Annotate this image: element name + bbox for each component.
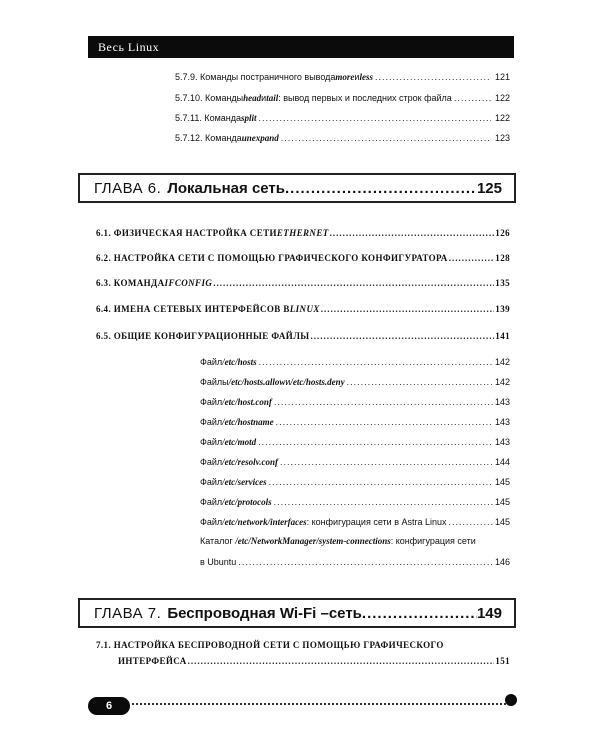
toc-file-entry — [200, 437, 510, 447]
entry-text: и — [261, 93, 267, 103]
file-path: /etc/hostname — [222, 417, 274, 427]
page-ref: 142 — [494, 377, 510, 387]
entry-text: 5.7.12. Команда — [175, 133, 242, 143]
toc-section — [96, 331, 510, 341]
toc-file-entry — [200, 497, 510, 507]
entry-text: Файл — [200, 417, 223, 427]
chapter-title: Беспроводная Wi-Fi –сеть — [167, 604, 362, 622]
command-name: less — [359, 72, 373, 82]
footer-dotted-rule — [132, 703, 506, 705]
toc-file-entry — [200, 477, 510, 487]
leader-dots — [274, 397, 493, 407]
entry-text: : вывод первых и последних строк файла — [278, 93, 452, 103]
entry-text: Файл — [200, 357, 223, 367]
entry-text: и — [285, 377, 291, 387]
leader-dots — [449, 253, 495, 263]
entry-text: Файл — [200, 457, 223, 467]
page-ref: 146 — [494, 557, 510, 567]
toc-section — [96, 304, 510, 314]
leader-dots — [347, 377, 493, 387]
toc-section — [96, 253, 510, 263]
leader-dots — [258, 437, 493, 447]
file-path: /etc/host.conf — [222, 397, 272, 407]
page-ref: 125 — [476, 179, 502, 197]
toc-section — [96, 278, 510, 288]
section-text: 7.1. НАСТРОЙКА БЕСПРОВОДНОЙ СЕТИ С ПОМОЩЬЮ ГРАФИЧЕСКОГО — [96, 640, 444, 650]
toc-file-entry — [200, 517, 510, 527]
leader-dots — [188, 656, 495, 666]
toc-section-line2 — [118, 656, 510, 666]
section-term: LINUX — [289, 304, 320, 314]
leader-dots — [311, 331, 495, 341]
section-text: 6.3. КОМАНДА — [96, 278, 165, 288]
leader-dots — [285, 180, 477, 197]
entry-text: Файл — [200, 437, 223, 447]
toc-section-line1 — [96, 640, 510, 650]
leader-dots — [280, 457, 493, 467]
toc-entry — [175, 72, 510, 82]
page-number: 6 — [105, 700, 113, 712]
leader-dots — [213, 278, 494, 288]
page-ref: 144 — [494, 457, 510, 467]
entry-text: Файл — [200, 397, 223, 407]
toc-section — [96, 228, 510, 238]
entry-text: Файл — [200, 517, 223, 527]
entry-text: : конфигурация сети — [390, 536, 476, 546]
page-ref: 143 — [494, 437, 510, 447]
file-path: /etc/network/interfaces — [222, 517, 307, 527]
toc-entry — [175, 113, 510, 123]
entry-text: в Ubuntu — [200, 557, 237, 567]
leader-dots — [274, 497, 493, 507]
chapter-label: ГЛАВА 7. — [94, 604, 162, 622]
page-number-badge — [88, 697, 130, 715]
running-header — [88, 36, 514, 58]
file-path: /etc/NetworkManager/system-connections — [235, 536, 391, 546]
toc-file-entry — [200, 397, 510, 407]
entry-text: 5.7.11. Команда — [175, 113, 242, 123]
page-ref: 121 — [494, 72, 510, 82]
chapter-label: ГЛАВА 6. — [94, 179, 162, 197]
page-ref: 142 — [494, 357, 510, 367]
page-ref: 145 — [494, 517, 510, 527]
page-ref: 145 — [494, 477, 510, 487]
entry-text: 5.7.9. Команды постраничного вывода — [175, 72, 336, 82]
entry-text: Каталог — [200, 536, 236, 546]
leader-dots — [449, 517, 493, 527]
command-name: split — [241, 113, 257, 123]
section-text: 6.1. ФИЗИЧЕСКАЯ НАСТРОЙКА СЕТИ — [96, 228, 277, 238]
leader-dots — [330, 228, 495, 238]
toc-file-entry — [200, 377, 510, 387]
entry-text: Файлы — [200, 377, 229, 387]
section-text: ИНТЕРФЕЙСА — [118, 656, 187, 666]
section-text: 6.5. ОБЩИЕ КОНФИГУРАЦИОННЫЕ ФАЙЛЫ — [96, 331, 310, 341]
chapter-heading — [78, 598, 516, 628]
page-ref: 143 — [494, 397, 510, 407]
entry-text: Файл — [200, 477, 223, 487]
file-path: /etc/hosts.deny — [290, 377, 345, 387]
toc-file-entry — [200, 457, 510, 467]
toc-entry — [175, 133, 510, 143]
page-ref: 151 — [495, 656, 510, 666]
file-path: /etc/hosts.allow — [228, 377, 286, 387]
section-text: 6.4. ИМЕНА СЕТЕВЫХ ИНТЕРФЕЙСОВ В — [96, 304, 290, 314]
toc-entry — [175, 93, 510, 103]
chapter-heading — [78, 173, 516, 203]
toc-file-entry — [200, 357, 510, 367]
file-path: /etc/motd — [222, 437, 257, 447]
toc-catalog-entry-line2 — [200, 557, 510, 567]
leader-dots — [362, 605, 477, 622]
entry-text: и — [354, 72, 360, 82]
command-name: tail — [266, 93, 279, 103]
page-ref: 149 — [476, 604, 502, 622]
command-name: head — [243, 93, 262, 103]
toc-file-entry — [200, 417, 510, 427]
page-ref: 143 — [494, 417, 510, 427]
file-path: /etc/services — [222, 477, 267, 487]
chapter-title: Локальная сеть — [167, 179, 285, 197]
leader-dots — [454, 93, 491, 103]
file-path: /etc/hosts — [222, 357, 257, 367]
leader-dots — [281, 133, 491, 143]
page-ref: 141 — [495, 331, 510, 341]
file-path: /etc/protocols — [222, 497, 272, 507]
book-title: Весь Linux — [98, 39, 160, 54]
page-ref: 123 — [494, 133, 510, 143]
leader-dots — [321, 304, 495, 314]
leader-dots — [259, 113, 491, 123]
page-ref: 135 — [495, 278, 510, 288]
file-path: /etc/resolv.conf — [222, 457, 279, 467]
page-ref: 128 — [495, 253, 510, 263]
section-text: 6.2. НАСТРОЙКА СЕТИ С ПОМОЩЬЮ ГРАФИЧЕСКОГО КОНФИГУРАТОРА — [96, 253, 448, 263]
page-ref: 122 — [494, 93, 510, 103]
entry-text: 5.7.10. Команды — [175, 93, 244, 103]
leader-dots — [259, 357, 493, 367]
leader-dots — [375, 72, 491, 82]
command-name: more — [335, 72, 355, 82]
leader-dots — [269, 477, 493, 487]
page-ref: 122 — [494, 113, 510, 123]
leader-dots — [276, 417, 493, 427]
entry-text: Файл — [200, 497, 223, 507]
command-name: unexpand — [241, 133, 279, 143]
page-ref: 126 — [495, 228, 510, 238]
page-ref: 145 — [494, 497, 510, 507]
footer-bullet — [505, 694, 517, 706]
section-term: ETHERNET — [276, 228, 329, 238]
toc-catalog-entry-line1 — [200, 536, 510, 546]
section-term: IFCONFIG — [164, 278, 213, 288]
entry-text: : конфигурация сети в Astra Linux — [306, 517, 447, 527]
leader-dots — [238, 557, 493, 567]
page-ref: 139 — [495, 304, 510, 314]
